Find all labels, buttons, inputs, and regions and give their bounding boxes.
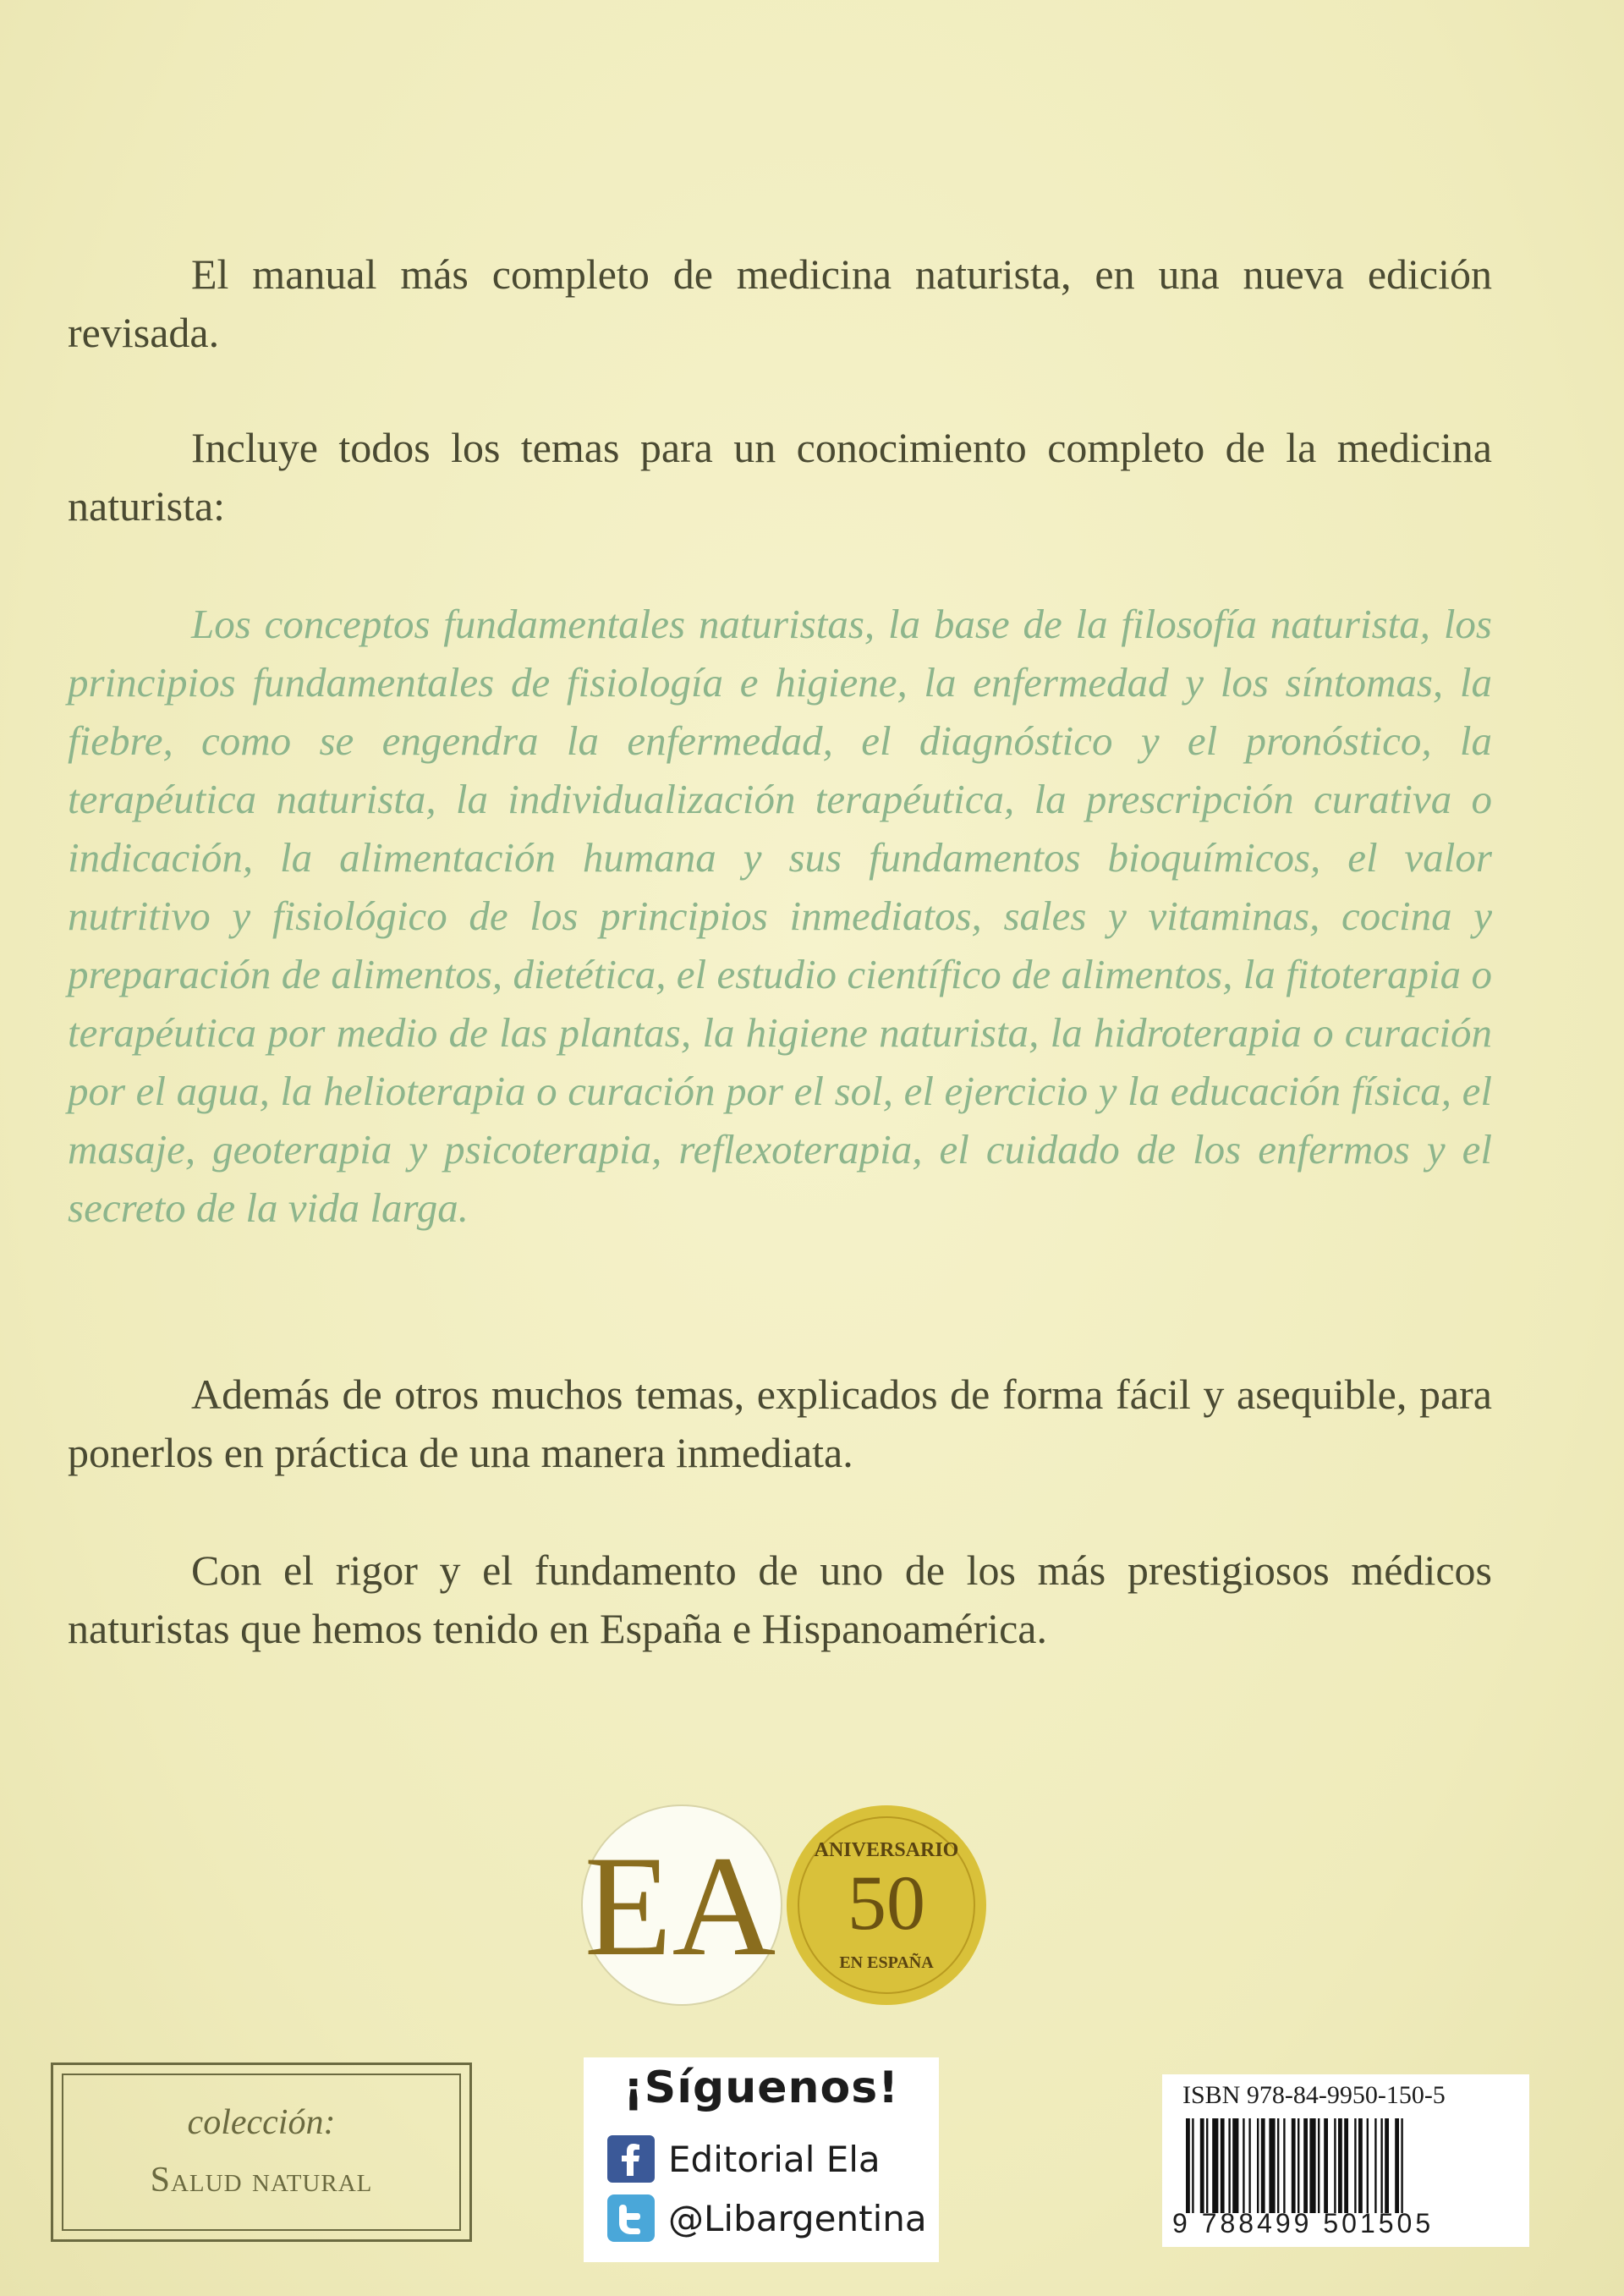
- barcode-bar: [1221, 2118, 1225, 2213]
- barcode-bar: [1395, 2118, 1399, 2213]
- barcode-bar: [1277, 2118, 1279, 2213]
- barcode-bar: [1228, 2118, 1230, 2213]
- seal-top-text: ANIVERSARIO: [814, 1839, 959, 1861]
- barcode-bar: [1206, 2118, 1208, 2213]
- author-paragraph: Con el rigor y el fundamento de uno de los más prestigiosos médicos naturistas que hemos tenido en España e Hispanoamérica.: [68, 1546, 1492, 1652]
- topics-list-paragraph: Los conceptos fundamentales naturistas, la base de la filosofía naturista, los principios fundamentales de fisiología e higiene, la enfermedad y los síntomas, la fiebre, como se engendra la enfermedad, el diagnóstico y el pronóstico, la terapéutica naturista, la individualización terapéutica, la prescripción curativa o indicación, la alimentación humana y sus fundamentos bioquímicos, el valor nutritivo y fisiológico de los principios inmediatos, sales y vitaminas, cocina y preparación de alimentos, dietética, el estudio científico de alimentos, la fitoterapia o terapéutica por medio de las plantas, la higiene naturista, la hidroterapia o curación por el agua, la helioterapia o curación por el sol, el ejercicio y la educación física, el masaje, geoterapia y psicoterapia, reflexoterapia, el cuidado de los enfermos y el secreto de la vida larga.: [68, 601, 1492, 1231]
- barcode-digits: 9 788499 501505: [1172, 2208, 1435, 2238]
- barcode-bar: [1309, 2118, 1315, 2213]
- publisher-logo: [579, 1802, 990, 2008]
- barcode-bar: [1367, 2118, 1369, 2213]
- barcode-bar: [1248, 2118, 1250, 2213]
- barcode-bar: [1292, 2118, 1296, 2213]
- barcode-bar: [1298, 2118, 1299, 2213]
- facebook-row[interactable]: [607, 2134, 881, 2184]
- isbn-label: ISBN 978-84-9950-150-5: [1182, 2081, 1446, 2109]
- barcode-bar: [1186, 2118, 1190, 2213]
- barcode-bar: [1303, 2118, 1308, 2213]
- seal-bottom-text: EN ESPAÑA: [839, 1953, 934, 1972]
- facebook-handle: Editorial Ela: [668, 2138, 881, 2180]
- barcode-bar: [1338, 2118, 1342, 2213]
- barcode-bar: [1261, 2118, 1265, 2213]
- barcode-bar: [1385, 2118, 1389, 2213]
- social-title: ¡Síguenos!: [623, 2063, 899, 2113]
- collection-inner-frame: [62, 2074, 461, 2231]
- topics-intro-paragraph: Incluye todos los temas para un conocimiento completo de la medicina naturista:: [68, 424, 1492, 530]
- barcode-bar: [1318, 2118, 1320, 2213]
- facebook-icon: [607, 2135, 655, 2183]
- collection-label: colección:: [187, 2103, 336, 2142]
- collection-box: [51, 2063, 472, 2242]
- barcode-bar: [1344, 2118, 1348, 2213]
- twitter-handle: @Libargentina: [668, 2197, 927, 2239]
- twitter-row[interactable]: [607, 2193, 927, 2244]
- barcode-bar: [1212, 2118, 1218, 2213]
- barcode-bar: [1283, 2118, 1285, 2213]
- barcode: [1182, 2118, 1512, 2213]
- extra-topics-paragraph: Además de otros muchos temas, explicados de forma fácil y asequible, para ponerlos en práctica de una manera inmediata.: [68, 1370, 1492, 1476]
- barcode-bar: [1269, 2118, 1275, 2213]
- isbn-barcode-box: [1162, 2074, 1529, 2247]
- barcode-bar: [1257, 2118, 1259, 2213]
- barcode-bar: [1358, 2118, 1363, 2213]
- barcode-bar: [1192, 2118, 1193, 2213]
- barcode-bar: [1200, 2118, 1204, 2213]
- social-box: [584, 2057, 939, 2262]
- barcode-bar: [1380, 2118, 1382, 2213]
- barcode-bar: [1334, 2118, 1336, 2213]
- barcode-bar: [1324, 2118, 1328, 2213]
- intro-paragraph: El manual más completo de medicina naturista, en una nueva edición revisada.: [68, 250, 1492, 356]
- twitter-icon: [607, 2194, 655, 2242]
- barcode-bar: [1374, 2118, 1376, 2213]
- barcode-bar: [1243, 2118, 1244, 2213]
- seal-number: 50: [848, 1859, 925, 1946]
- collection-name: Salud natural: [150, 2161, 373, 2200]
- logo-monogram: EA: [584, 1826, 776, 1986]
- barcode-bar: [1354, 2118, 1356, 2213]
- barcode-bar: [1401, 2118, 1402, 2213]
- barcode-bar: [1232, 2118, 1238, 2213]
